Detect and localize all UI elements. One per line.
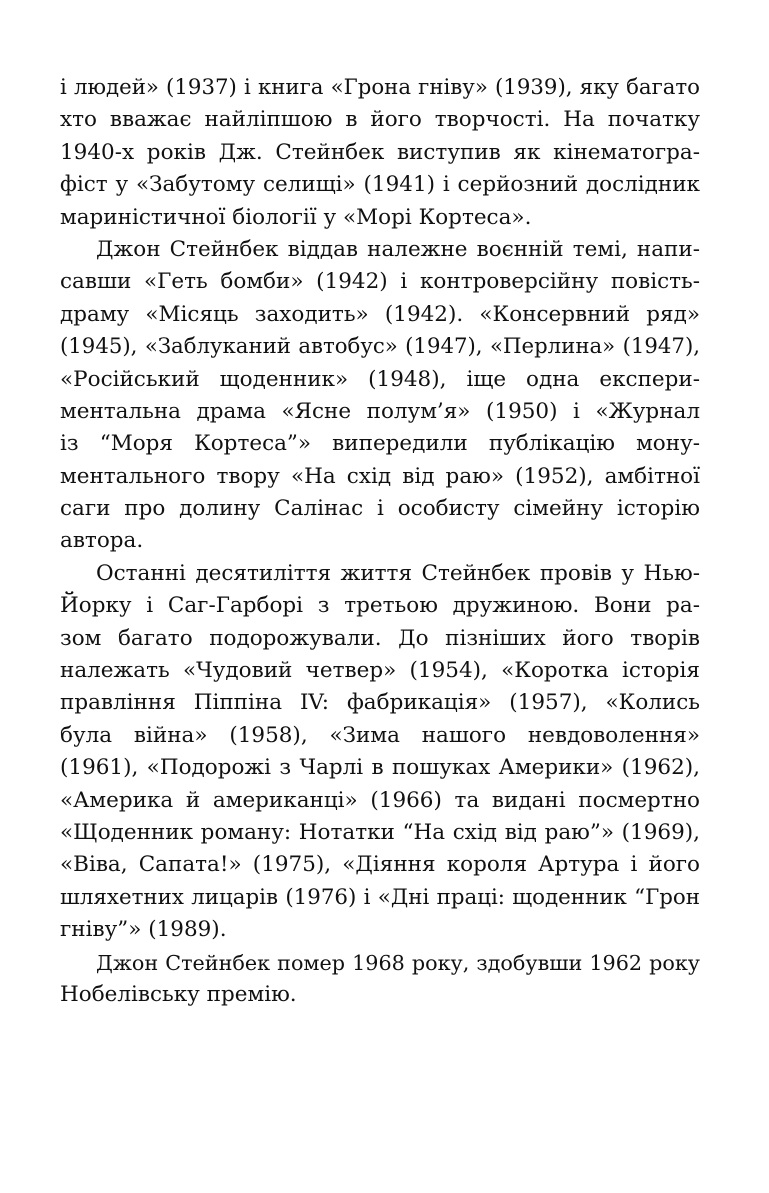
page-body: [60, 72, 700, 1011]
text-line: Джон Стейнбек віддав належне воєнній темі, напи-: [96, 236, 700, 262]
text-line: «Америка й американці» (1966) та видані посмертно: [60, 787, 700, 813]
text-line: шляхетних лицарів (1976) і «Дні праці: щоденник “Грон: [60, 884, 700, 910]
text-line: була війна» (1958), «Зима нашого невдоволення»: [60, 722, 700, 748]
paragraph-4: [60, 947, 700, 1012]
text-line: мариністичної біології у «Морі Кортеса».: [60, 204, 532, 230]
text-line: фіст у «Забутому селищі» (1941) і серйозний дослідник: [60, 172, 700, 198]
text-line: 1940-х років Дж. Стейнбек виступив як кінематогра-: [60, 139, 700, 165]
text-line: (1945), «Заблуканий автобус» (1947), «Перлина» (1947),: [60, 334, 700, 360]
text-line: зом багато подорожували. До пізніших його творів: [60, 625, 700, 651]
text-line: Останні десятиліття життя Стейнбек провів у Нью-: [96, 560, 700, 586]
text-line: Нобелівську премію.: [60, 981, 297, 1007]
text-line: савши «Геть бомби» (1942) і контроверсійну повість-: [60, 269, 700, 295]
text-line: (1961), «Подорожі з Чарлі в пошуках Америки» (1962),: [60, 755, 700, 781]
text-line: гніву”» (1989).: [60, 917, 227, 943]
text-line: хто вважає найліпшою в його творчості. На початку: [60, 107, 700, 133]
text-line: Йорку і Саг-Гарборі з третьою дружиною. Вони ра-: [60, 593, 700, 619]
text-line: із “Моря Кортеса”» випередили публікацію мону-: [60, 431, 700, 457]
text-line: правління Піппіна IV: фабрикація» (1957), «Колись: [60, 690, 700, 716]
text-line: «Щоденник роману: Нотатки “На схід від раю”» (1969),: [60, 819, 700, 845]
text-line: саги про долину Салінас і особисту сімейну історію: [60, 496, 700, 522]
paragraph-1: [60, 72, 700, 234]
text-line: драму «Місяць заходить» (1942). «Консервний ряд»: [60, 301, 700, 327]
text-line: і людей» (1937) і книга «Грона гніву» (1939), яку багато: [60, 75, 700, 100]
text-line: Джон Стейнбек помер 1968 року, здобувши 1962 року: [96, 950, 700, 975]
paragraph-2: [60, 234, 700, 558]
text-line: автора.: [60, 528, 144, 554]
paragraph-3: [60, 558, 700, 947]
text-line: належать «Чудовий четвер» (1954), «Коротка історія: [60, 658, 700, 684]
text-line: «Російський щоденник» (1948), іще одна експери-: [60, 366, 700, 392]
text-line: ментальна драма «Ясне полум’я» (1950) і «Журнал: [60, 398, 700, 424]
text-line: ментального твору «На схід від раю» (1952), амбітної: [60, 463, 700, 489]
text-line: «Віва, Сапата!» (1975), «Діяння короля Артура і його: [60, 852, 700, 878]
